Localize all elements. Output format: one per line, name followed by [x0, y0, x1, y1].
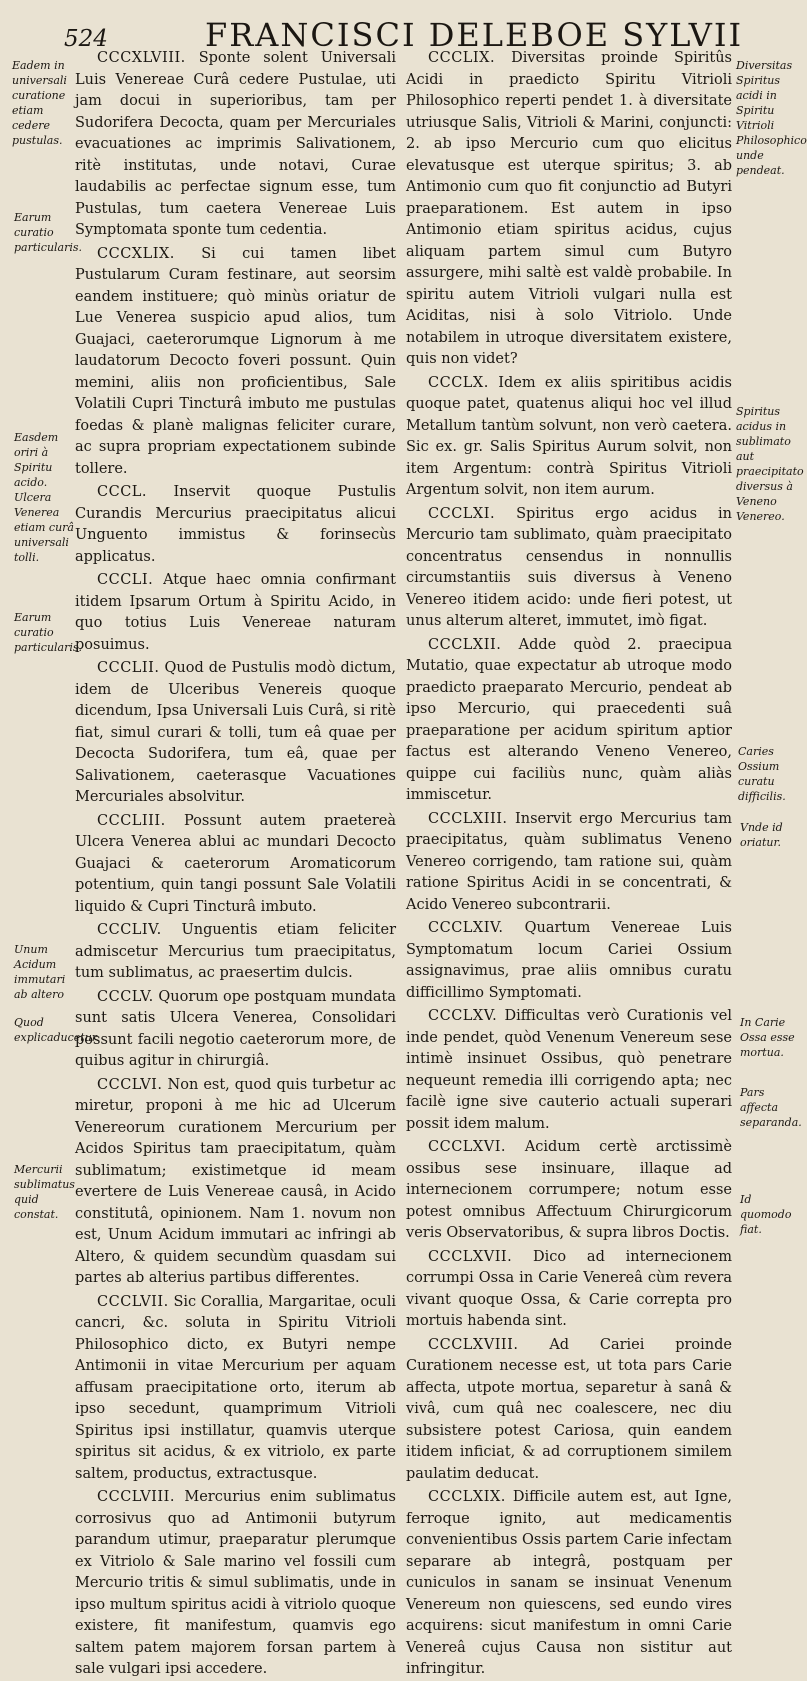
right-text-column	[406, 48, 733, 1677]
margin-note: Easdem oriri à Spiritu acido. Ulcera Venerea etiam curâ universali tolli.	[14, 431, 74, 564]
paragraph: CCCLX. Idem ex aliis spiritibus acidis quoque patet, quatenus aliqui hoc vel illud Metallum tantùm solvunt, non verò caetera. Sic ex. gr. Salis Spiritus Aurum solvit, non item Argentum: contrà Spiritus Vitrioli Argentum solvit, non item aurum.	[406, 374, 732, 498]
paragraph: CCCLII. Quod de Pustulis modò dictum, idem de Ulceribus Venereis quoque dicendum, Ipsa Universali Luis Curâ, si ritè fiat, simul curari & tolli, tum eâ quae per Decocta Sudorifera, tum eâ, quae per Salivationem, caeterasque Vacuationes Mercuriales absolvitur.	[75, 660, 397, 805]
paragraph: CCCLXIV. Quartum Venereae Luis Symptomatum locum Cariei Ossium assignavimus, prae aliis omnibus curatu difficillimo Symptomati.	[406, 920, 732, 1001]
paragraph: CCCLIV. Unguentis etiam feliciter admiscetur Mercurius tum praecipitatus, tum sublimatus, ac praesertim dulcis.	[75, 922, 397, 981]
paragraph: CCCLXII. Adde quòd 2. praecipua Mutatio, quae expectatur ab utroque modo praedicto praeparato Mercurio, pendeat ab ipso Mercurio, qui praecedenti suâ praeparatione per acidum spiritum aptior factus est alterando Veneno Venereo, quippe cui faciliùs nunc, quàm aliàs immiscetur.	[406, 636, 733, 803]
paragraph: CCCLVI. Non est, quod quis turbetur ac miretur, proponi à me hic ad Ulcerum Venereorum curationem Mercurium per Acidos Spiritus tam praecipitatum, quàm sublimatum; existimetque id meam evertere de Luis Venereae causâ, in Acido constitutâ, opinionem. Nam 1. novum non est, Unum Acidum immutari ac infringi ab Altero, & quidem secundùm quasdam sui partes ab alterius partibus differentes.	[75, 1076, 397, 1286]
margin-note: Unum Acidum immutari ab altero	[14, 943, 66, 1001]
margin-note: Earum curatio particularis.	[14, 211, 83, 254]
paragraph: CCCLI. Atque haec omnia confirmant itidem Ipsarum Ortum à Spiritu Acido, in quo totius Luis Venereae naturam posuimus.	[75, 572, 396, 653]
paragraph: CCCLXVII. Dico ad internecionem corrumpi Ossa in Carie Venereâ cùm revera vivant quoque Ossa, & Carie correpta pro mortuis habenda sint.	[406, 1248, 732, 1329]
paragraph: CCCLIII. Possunt autem praetereà Ulcera Venerea ablui ac mundari Decocto Guajaci & caeterorum Aromaticorum potentium, quin tangi possunt Sale Volatili liquido & Cupri Tincturâ imbuto.	[75, 812, 396, 915]
margin-note: Pars affecta separanda.	[740, 1086, 802, 1129]
paragraph: CCCXLVIII. Sponte solent Universali Luis Venereae Curâ cedere Pustulae, uti jam docui in superioribus, tam per Sudorifera Decocta, quam per Mercuriales evacuationes ac imprimis Salivationem, ritè institutas, unde notavi, Curae laudabilis ac perfectae signum esse, tum Pustulas, tum caetera Venereae Luis Symptomata sponte tum cedentia.	[75, 50, 396, 238]
paragraph: CCCLXI. Spiritus ergo acidus in Mercurio tam sublimato, quàm praecipitato concentratus censendus in nonnullis circumstantiis suis diversus à Veneno Venereo itidem acido: unde fieri potest, ut unus alterum alteret, immutet, imò figat.	[406, 505, 732, 629]
left-text-column	[75, 48, 397, 1677]
page-header	[0, 10, 800, 52]
margin-note: Spiritus acidus in sublimato aut praecipitato diversus à Veneno Venereo.	[736, 405, 804, 523]
paragraph: CCCLV. Quorum ope postquam mundata sunt satis Ulcera Venerea, Consolidari possunt facili negotio caeterorum more, de quibus agitur in chirurgiâ.	[75, 988, 396, 1069]
margin-note: Earum curatio particularis.	[14, 611, 83, 654]
paragraph: CCCL. Inservit quoque Pustulis Curandis Mercurius praecipitatus alicui Unguento immistus & forinsecùs applicatus.	[75, 484, 396, 565]
margin-note: Eadem in universali curatione etiam cedere pustulas.	[12, 59, 67, 147]
margin-note: Id quomodo fiat.	[740, 1193, 792, 1236]
margin-note: Caries Ossium curatu difficilis.	[738, 745, 786, 803]
page-number: 524	[64, 26, 108, 52]
paragraph: CCCLVIII. Mercurius enim sublimatus corrosivus quo ad Antimonii butyrum parandum utimur, praeparatur plerumque ex Vitriolo & Sale marino vel fossili cum Mercurio tritis & simul sublimatis, unde in ipso multum spiritus acidi à vitriolo quoque existere, fit manifestum, quamvis ego saltem patem majorem forsan partem à sale vulgari ipsi accedere.	[75, 1489, 396, 1677]
running-title: FRANCISCI DELEBOE SYLVII	[205, 16, 744, 54]
paragraph: CCCLXVIII. Ad Cariei proinde Curationem necesse est, ut tota pars Carie affecta, utpote mortua, separetur à sanâ & vivâ, cum quâ nec coalescere, nec diu subsistere potest Cariosa, quin eandem itidem inficiat, & ad corruptionem similem paulatim deducat.	[406, 1336, 732, 1482]
paragraph: CCCLXIII. Inservit ergo Mercurius tam praecipitatus, quàm sublimatus Veneno Venereo corrigendo, tam ratione sui, quàm ratione Spiritus Acidi in se concentrati, & Acido Venereo subcontrarii.	[406, 810, 732, 913]
paragraph: CCCLXIX. Difficile autem est, aut Igne, ferroque ignito, aut medicamentis convenientibus Ossis partem Carie infectam separare ab integrâ, postquam per cuniculos in sanam se insinuat Venenum Venereum non quiescens, sed eundo vires acquirens: sicut manifestum in omni Carie Venereâ cujus Causa non sistitur aut infringitur.	[406, 1489, 732, 1677]
paragraph: CCCLVII. Sic Corallia, Margaritae, oculi cancri, &c. soluta in Spiritu Vitrioli Philosophico dicto, ex Butyri nempe Antimonii in vitae Mercurium per aquam affusam praecipitatione orto, iterum ab ipso secedunt, quamprimum Vitrioli Spiritus ipsi instillatur, quamvis uterque spiritus sit acidus, & ex vitriolo, ex parte saltem, productus, extractusque.	[75, 1293, 397, 1482]
margin-note: Diversitas Spiritus acidi in Spiritu Vitrioli Philosophico unde pendeat.	[736, 59, 807, 177]
margin-note: In Carie Ossa esse mortua.	[740, 1016, 795, 1059]
margin-note: Vnde id oriatur.	[740, 821, 783, 849]
margin-note: Mercurii sublimatus quid constat.	[14, 1163, 75, 1221]
paragraph: CCCLIX. Diversitas proinde Spiritûs Acidi in praedicto Spiritu Vitrioli Philosophico reperti pendet 1. à diversitate utriusque Salis, Vitrioli & Marini, conjuncti: 2. ab ipso Mercurio cum quo elicitus elevatusque est uterque spiritus; 3. ab Antimonio cum quo fit conjunctio ad Butyri praeparationem. Est autem in ipso Antimonio etiam spiritus acidus, cujus aliquam partem simul cum Butyro assurgere, mihi saltè est valdè probabile. In spiritu autem Vitrioli vulgari nulla est Aciditas, nisi à solo Vitriolo. Unde notabilem in utroque diversitatem existere, quis non videt?	[406, 50, 732, 367]
margin-note: Quod explicaducetur.	[14, 1016, 100, 1044]
paragraph: CCCLXVI. Acidum certè arctissimè ossibus sese insinuare, illaque ad internecionem corrumpere; notum esse potest omnibus Affectuum Chirurgicorum veris Observatoribus, & supra libros Doctis.	[406, 1139, 732, 1241]
paragraph: CCCXLIX. Si cui tamen libet Pustularum Curam festinare, aut seorsim eandem instituere; quò minùs oriatur de Lue Venerea suspicio apud alios, tum Guajaci, caeterorumque Lignorum à me laudatorum Decocto foveri possunt. Quin memini, aliis non proficientibus, Sale Volatili Cupri Tincturâ imbuto me pustulas foedas & planè malignas feliciter curare, ac supra propriam expectationem subinde tollere.	[75, 245, 396, 477]
paragraph: CCCLXV. Difficultas verò Curationis vel inde pendet, quòd Venenum Venereum sese intimè insinuet Ossibus, quò penetrare nequeunt remedia illi corrigendo apta; nec facilè igne sive cauterio actuali superari possit idem malum.	[406, 1008, 732, 1132]
